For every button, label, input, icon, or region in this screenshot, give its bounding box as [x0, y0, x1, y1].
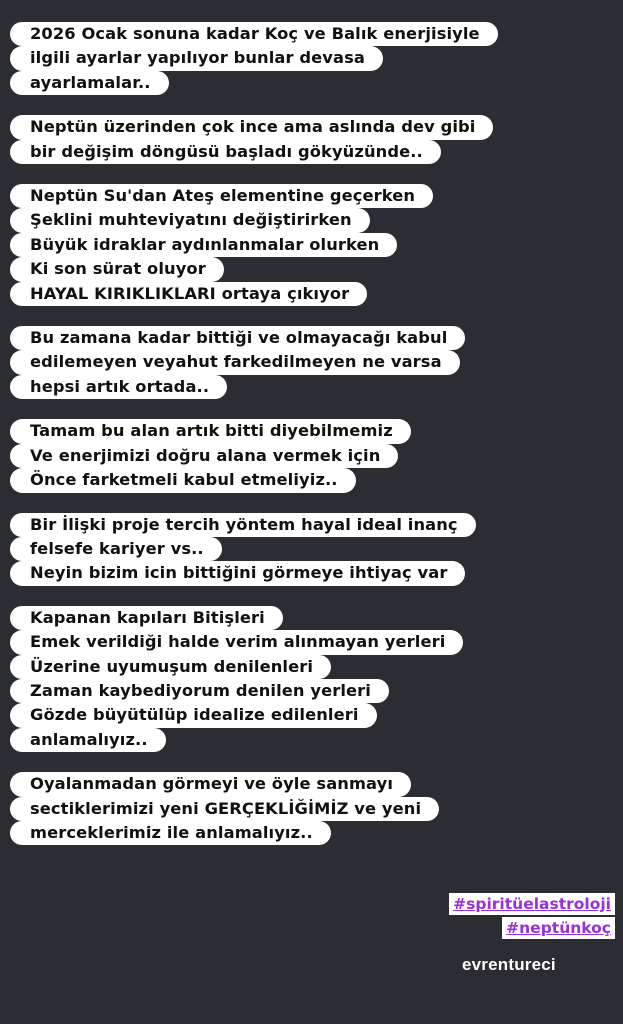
text-line: Ki son sürat oluyor — [10, 257, 224, 281]
text-line: anlamalıyız.. — [10, 728, 166, 752]
user-mention[interactable]: evrentureci — [462, 955, 556, 974]
text-line: Kapanan kapıları Bitişleri — [10, 606, 283, 630]
text-line: HAYAL KIRIKLIKLARI ortaya çıkıyor — [10, 282, 367, 306]
text-line: Şeklini muhteviyatını değiştirirken — [10, 208, 370, 232]
text-line: bir değişim döngüsü başladı gökyüzünde.. — [10, 140, 441, 164]
text-block — [10, 22, 615, 95]
text-line: Neptün Su'dan Ateş elementine geçerken — [10, 184, 433, 208]
text-block — [10, 513, 615, 586]
text-line: Neyin bizim icin bittiğini görmeye ihtiyaç var — [10, 561, 465, 585]
text-line: Büyük idraklar aydınlanmalar olurken — [10, 233, 397, 257]
text-line: merceklerimiz ile anlamalıyız.. — [10, 821, 331, 845]
text-line: Bir İlişki proje tercih yöntem hayal ideal inanç — [10, 513, 476, 537]
hashtag-stickers — [449, 893, 615, 941]
text-line: Önce farketmeli kabul etmeliyiz.. — [10, 468, 356, 492]
text-line: Zaman kaybediyorum denilen yerleri — [10, 679, 389, 703]
text-line: felsefe kariyer vs.. — [10, 537, 222, 561]
text-line: ilgili ayarlar yapılıyor bunlar devasa — [10, 46, 383, 70]
text-block — [10, 772, 615, 845]
text-line: Ve enerjimizi doğru alana vermek için — [10, 444, 398, 468]
text-line: edilemeyen veyahut farkedilmeyen ne varsa — [10, 350, 460, 374]
text-line: 2026 Ocak sonuna kadar Koç ve Balık enerjisiyle — [10, 22, 498, 46]
text-block — [10, 326, 615, 399]
text-line: Emek verildiği halde verim alınmayan yerleri — [10, 630, 463, 654]
text-block — [10, 606, 615, 752]
text-line: Neptün üzerinden çok ince ama aslında dev gibi — [10, 115, 493, 139]
text-block — [10, 184, 615, 306]
text-block — [10, 115, 615, 164]
text-line: Tamam bu alan artık bitti diyebilmemiz — [10, 419, 411, 443]
text-block — [10, 419, 615, 492]
hashtag-spirituelastroloji[interactable]: #spiritüelastroloji — [449, 893, 615, 915]
text-line: Oyalanmadan görmeyi ve öyle sanmayı — [10, 772, 411, 796]
story-text-blocks — [10, 22, 615, 865]
text-line: Üzerine uyumuşum denilenleri — [10, 655, 331, 679]
hashtag-neptunkoc[interactable]: #neptünkoç — [502, 917, 615, 939]
text-line: ayarlamalar.. — [10, 71, 169, 95]
text-line: Bu zamana kadar bittiği ve olmayacağı kabul — [10, 326, 465, 350]
text-line: sectiklerimizi yeni GERÇEKLİĞİMİZ ve yeni — [10, 797, 439, 821]
text-line: Gözde büyütülüp idealize edilenleri — [10, 703, 377, 727]
text-line: hepsi artık ortada.. — [10, 375, 227, 399]
